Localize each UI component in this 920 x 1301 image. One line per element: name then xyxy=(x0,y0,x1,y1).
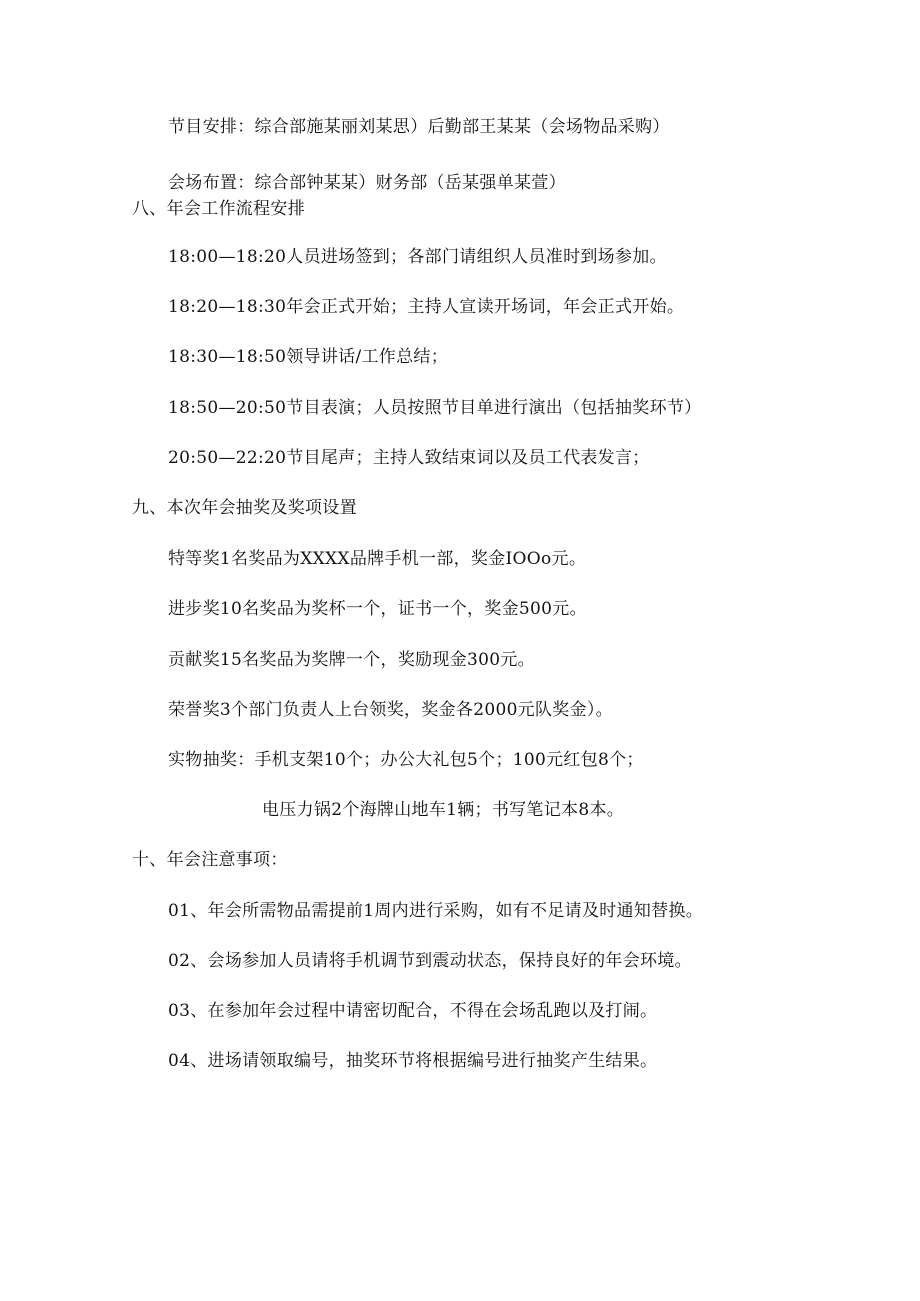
schedule-item: 20:50—22:20节目尾声；主持人致结束词以及员工代表发言； xyxy=(168,448,650,468)
notice-item: 03、在参加年会过程中请密切配合，不得在会场乱跑以及打闹。 xyxy=(168,1001,658,1021)
staffing-venue: 会场布置：综合部钟某某）财务部（岳某强单某萱） xyxy=(168,173,566,193)
notice-item: 04、进场请领取编号，抽奖环节将根据编号进行抽奖产生结果。 xyxy=(168,1051,658,1071)
prize-item: 实物抽奖：手机支架10个；办公大礼包5个；100元红包8个； xyxy=(168,750,644,770)
section-9-title: 九、本次年会抽奖及奖项设置 xyxy=(132,498,357,518)
section-10-title: 十、年会注意事项： xyxy=(132,850,288,870)
prize-item: 进步奖10名奖品为奖杯一个，证书一个，奖金500元。 xyxy=(168,599,587,619)
schedule-item: 18:50—20:50节目表演；人员按照节目单进行演出（包括抽奖环节） xyxy=(168,398,702,418)
notice-item: 01、年会所需物品需提前1周内进行采购，如有不足请及时通知替换。 xyxy=(168,901,704,921)
prize-item: 特等奖1名奖品为XXXX品牌手机一部，奖金IOOo元。 xyxy=(168,549,587,569)
schedule-item: 18:00—18:20人员进场签到；各部门请组织人员准时到场参加。 xyxy=(168,247,667,267)
prize-item: 贡献奖15名奖品为奖牌一个，奖励现金300元。 xyxy=(168,650,535,670)
notice-item: 02、会场参加人员请将手机调节到震动状态，保持良好的年会环境。 xyxy=(168,951,692,971)
prize-item: 荣誉奖3个部门负责人上台领奖，奖金各2000元队奖金）。 xyxy=(168,700,613,720)
schedule-item: 18:20—18:30年会正式开始；主持人宣读开场词，年会正式开始。 xyxy=(168,297,685,317)
section-8-title: 八、年会工作流程安排 xyxy=(132,199,305,219)
schedule-item: 18:30—18:50领导讲话/工作总结； xyxy=(168,347,449,367)
staffing-program: 节目安排：综合部施某丽刘某思）后勤部王某某（会场物品采购） xyxy=(168,117,670,137)
prize-item-continuation: 电压力锅2个海牌山地车1辆；书写笔记本8本。 xyxy=(262,800,625,820)
